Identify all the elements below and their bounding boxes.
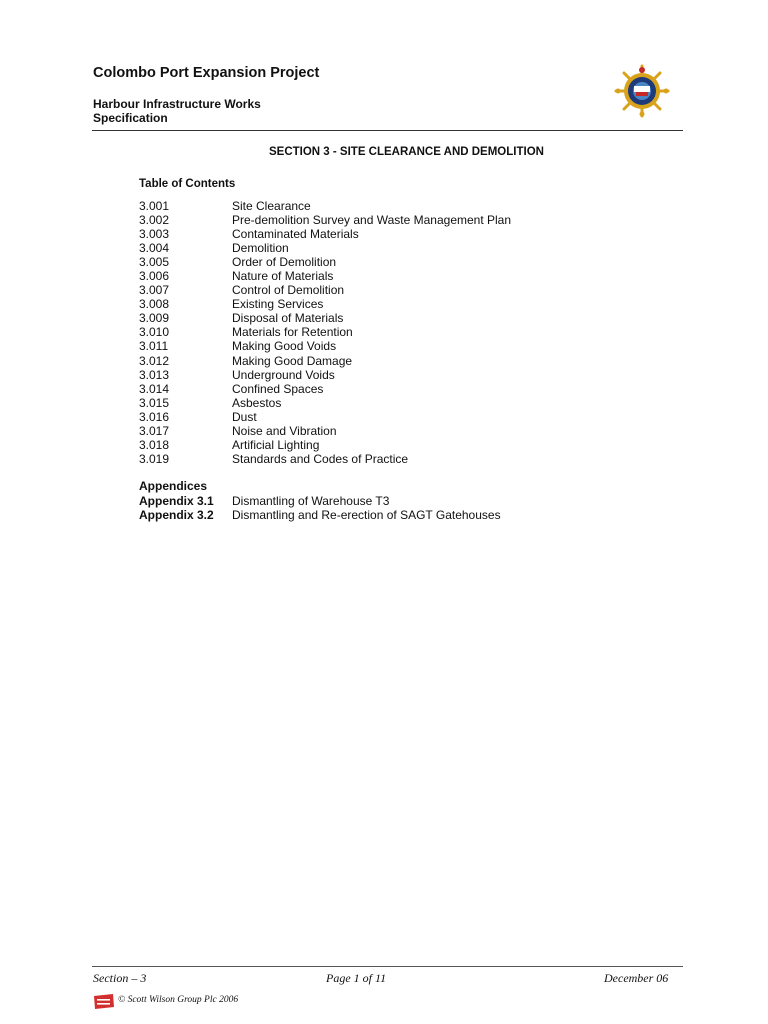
toc-entry-title: Existing Services [232, 297, 324, 312]
toc-entry-number: 3.013 [139, 367, 170, 382]
footer-date: December 06 [604, 971, 669, 985]
toc-entry-title: Disposal of Materials [232, 311, 344, 326]
toc-entry-title: Contaminated Materials [232, 227, 359, 242]
toc-entry [139, 213, 511, 227]
toc-entry-title: Confined Spaces [232, 381, 324, 396]
toc-entry [139, 424, 511, 438]
toc-entry-number: 3.002 [139, 213, 170, 228]
toc-entry-number: 3.016 [139, 409, 170, 424]
toc-entry-number: 3.010 [139, 325, 170, 340]
document-subtitle-line2: Specification [93, 111, 168, 125]
appendix-number: Appendix 3.2 [139, 508, 214, 523]
toc-entry [139, 410, 511, 424]
toc-entry-title: Making Good Damage [232, 353, 353, 368]
footer-section: Section – 3 [93, 971, 147, 985]
toc-entry-title: Artificial Lighting [232, 437, 320, 452]
scott-wilson-logo-icon [93, 994, 115, 1010]
footer-divider [92, 966, 683, 967]
toc-entry-title: Standards and Codes of Practice [232, 451, 409, 466]
toc-entry [139, 354, 511, 368]
toc-entry [139, 438, 511, 452]
toc-entry-title: Demolition [232, 241, 289, 256]
toc-entry-number: 3.017 [139, 423, 170, 438]
toc-entry-title: Control of Demolition [232, 283, 345, 298]
toc-entry-number: 3.019 [139, 451, 170, 466]
toc-entry [139, 269, 511, 283]
toc-entry-number: 3.015 [139, 395, 170, 410]
toc-entry [139, 452, 511, 466]
toc-entry-number: 3.014 [139, 381, 170, 396]
toc-entry-number: 3.008 [139, 297, 170, 312]
ships-wheel-emblem-icon [612, 64, 672, 118]
toc-entry [139, 368, 511, 382]
appendices-heading: Appendices [139, 479, 208, 493]
toc-entry [139, 227, 511, 241]
toc-entry [139, 199, 511, 213]
toc-entry [139, 382, 511, 396]
toc-entry [139, 339, 511, 353]
toc-entry-number: 3.009 [139, 311, 170, 326]
toc-entry-title: Noise and Vibration [232, 423, 337, 438]
appendix-title: Dismantling and Re-erection of SAGT Gatehouses [232, 508, 501, 523]
toc-entry [139, 283, 511, 297]
document-title: Colombo Port Expansion Project [93, 65, 320, 81]
toc-entry-number: 3.001 [139, 199, 170, 213]
toc-entry [139, 241, 511, 255]
appendix-entry [139, 508, 501, 522]
section-title: SECTION 3 - SITE CLEARANCE AND DEMOLITION [269, 146, 544, 158]
toc-entry-title: Nature of Materials [232, 269, 334, 284]
appendices-list [139, 494, 501, 522]
toc-entry [139, 396, 511, 410]
toc-entry-title: Pre-demolition Survey and Waste Management Plan [232, 213, 512, 228]
toc-entry-title: Dust [232, 409, 257, 424]
toc-entry-title: Making Good Voids [232, 339, 337, 354]
toc-entry [139, 325, 511, 339]
toc-heading: Table of Contents [139, 178, 236, 190]
toc-entry-title: Asbestos [232, 395, 282, 410]
toc-entry [139, 311, 511, 325]
toc-entry-title: Underground Voids [232, 367, 335, 382]
appendix-title: Dismantling of Warehouse T3 [232, 494, 390, 508]
toc-entry-number: 3.003 [139, 227, 170, 242]
header-divider [92, 130, 683, 131]
toc-entry-number: 3.007 [139, 283, 170, 298]
toc-entry-title: Materials for Retention [232, 325, 353, 340]
toc-entry [139, 297, 511, 311]
toc-entry-number: 3.011 [139, 339, 169, 354]
appendix-entry [139, 494, 501, 508]
toc-entry-number: 3.006 [139, 269, 170, 284]
toc-entry-number: 3.018 [139, 437, 170, 452]
document-subtitle-line1: Harbour Infrastructure Works [93, 97, 261, 111]
toc-entry-title: Site Clearance [232, 199, 311, 213]
footer-page-number: Page 1 of 11 [326, 971, 387, 985]
appendix-number: Appendix 3.1 [139, 494, 214, 508]
toc-entry-title: Order of Demolition [232, 255, 337, 270]
toc-list [139, 199, 511, 466]
toc-entry [139, 255, 511, 269]
copyright-notice: © Scott Wilson Group Plc 2006 [118, 995, 239, 1005]
toc-entry-number: 3.004 [139, 241, 170, 256]
toc-entry-number: 3.005 [139, 255, 170, 270]
toc-entry-number: 3.012 [139, 353, 170, 368]
